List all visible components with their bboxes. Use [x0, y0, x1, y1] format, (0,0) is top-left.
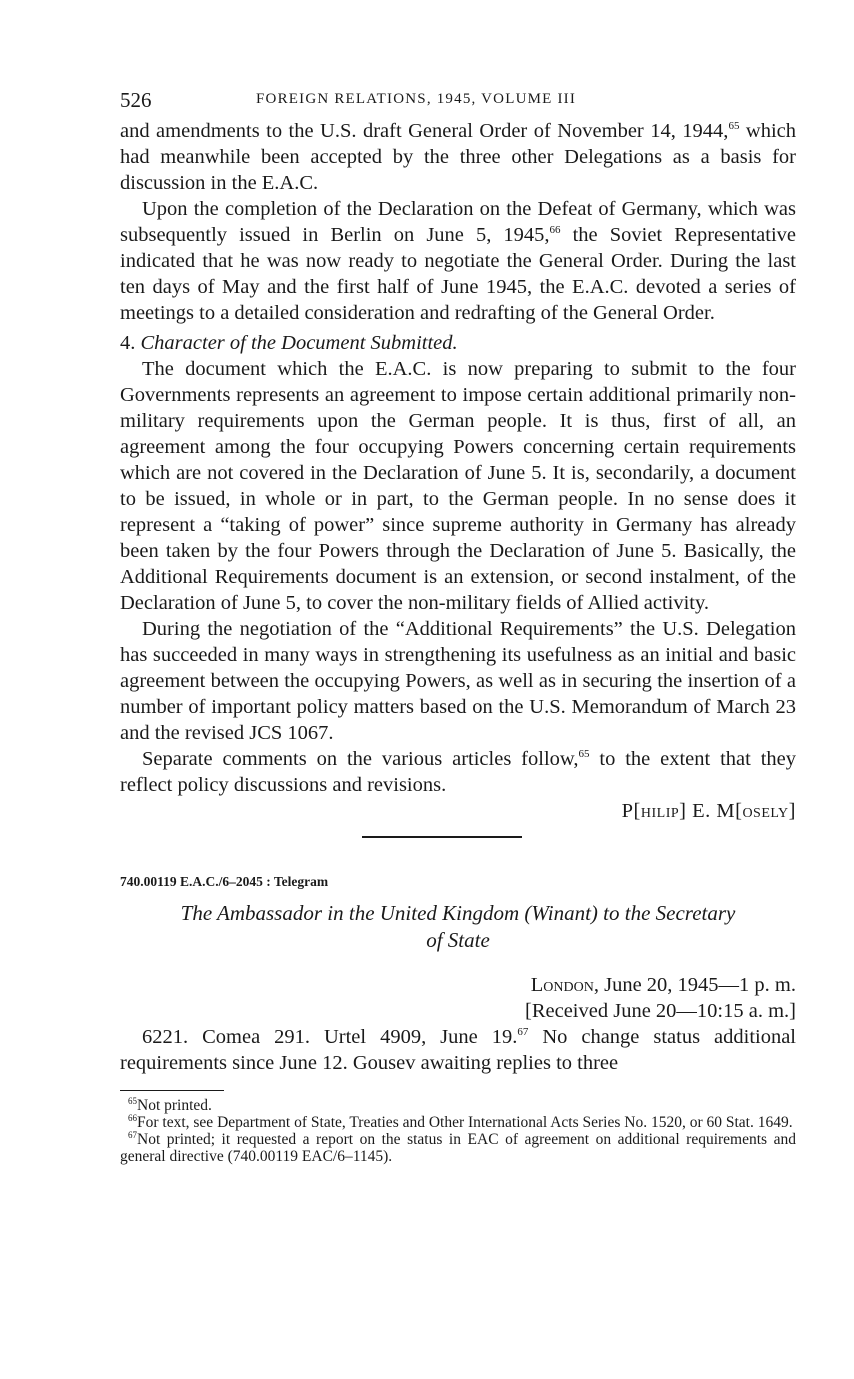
page [120, 88, 796, 1165]
dateline: London, June 20, 1945—1 p. m. [530, 974, 796, 996]
running-head [120, 88, 796, 118]
paragraph-3: The document which the E.A.C. is now preparing to submit to the four Governments represents an agreement to impose certain additional primarily non-military requirements upon the German people. It is thus, first of all, an agreement among the four occupying Powers concerning certain requirements which are not covered in the Declaration of June 5. It is, secondarily, a document to be issued, in whole or in part, to the German people. In no sense does it represent a “taking of power” since supreme authority in Germany has already been taken by the four Powers through the Declaration of June 5. Basically, the Additional Requirements document is an extension, or second instalment, of the Declaration of June 5, to cover the non-military fields of Allied activity. [120, 358, 796, 614]
footnote: $^{66}$For text, see Department of State, Treaties and Other International Acts Series No. 1520, or 60 Stat. 1649. [128, 1112, 793, 1131]
paragraph-5: Separate comments on the various articles follow,$^{65}$ to the extent that they reflect policy discussions and revisions. [120, 748, 796, 796]
section-heading: 4. Character of the Document Submitted. [120, 332, 458, 354]
telegram-paragraph: 6221. Comea 291. Urtel 4909, June 19.67 No change status additional requirements since June 12. Gousev awaiting replies to three [120, 1026, 797, 1074]
file-reference: 740.00119 E.A.C./6–2045 : Telegram [120, 874, 329, 889]
footnote-rule [120, 1090, 224, 1091]
page-number: 526 [120, 88, 152, 112]
signature: P[hilip] E. M[osely] [621, 800, 796, 822]
footnote-ref: 66 [549, 224, 561, 237]
received-line: [Received June 20—10:15 a. m.] [525, 1000, 796, 1022]
footnote-ref: 65 [728, 120, 740, 133]
section-divider [362, 836, 522, 838]
footnote: $^{67}$Not printed; it requested a report on the status in EAC of agreement on additional requirements and general directive (740.00119 EAC/6–1145). [120, 1129, 796, 1165]
running-title: FOREIGN RELATIONS, 1945, VOLUME III [256, 91, 577, 107]
document-title: The Ambassador in the United Kingdom (Winant) to the Secretary of State [180, 901, 736, 952]
footnote: $^{65}$Not printed. [128, 1095, 212, 1114]
paragraph-1: and amendments to the U.S. draft General Order of November 14, 1944,65 which had meanwhile been accepted by the three other Delegations as a basis for discussion in the E.A.C. [120, 120, 796, 194]
footnote-ref: 67 [517, 1026, 529, 1039]
paragraph-4: During the negotiation of the “Additional Requirements” the U.S. Delegation has succeeded in many ways in strengthening its usefulness as an initial and basic agreement between the occupying Powers, as well as in securing the insertion of a number of important policy matters based on the U.S. Memorandum of March 23 and the revised JCS 1067. [120, 618, 796, 744]
paragraph-2: Upon the completion of the Declaration on the Defeat of Germany, which was subsequently issued in Berlin on June 5, 1945,66 the Soviet Representative indicated that he was now ready to negotiate the General Order. During the last ten days of May and the first half of June 1945, the E.A.C. devoted a series of meetings to a detailed consideration and redrafting of the General Order. [120, 198, 796, 324]
footnote-ref: 65 [578, 748, 590, 761]
